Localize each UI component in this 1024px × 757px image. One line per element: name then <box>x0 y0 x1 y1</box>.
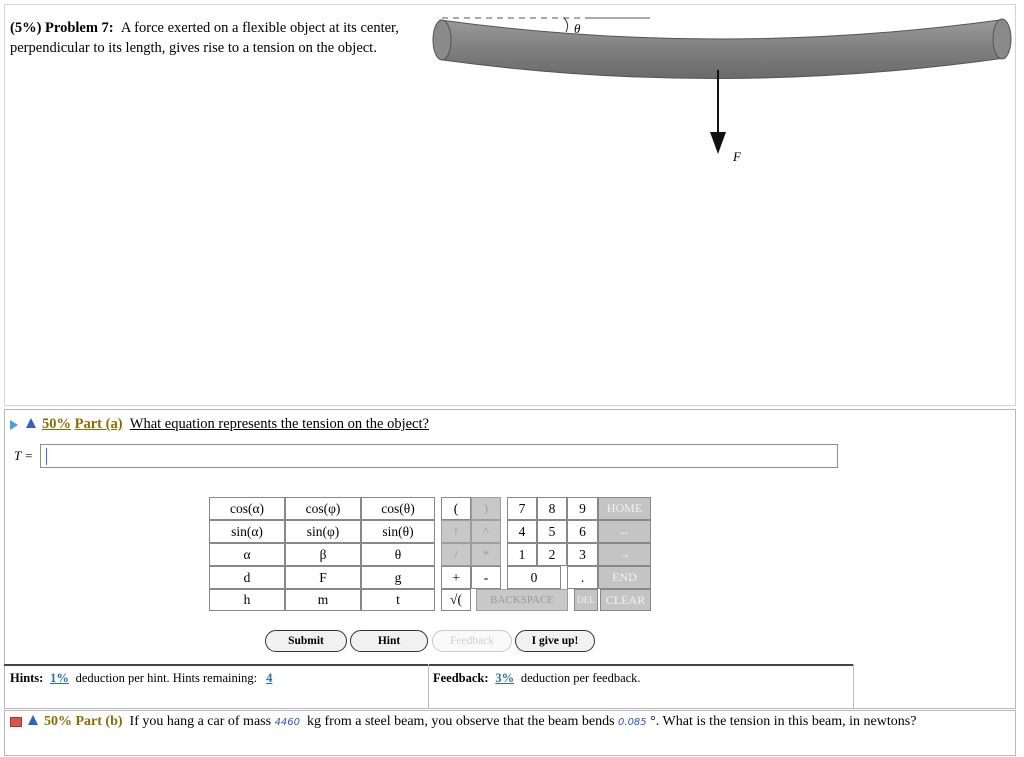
part-b-text2: kg from a steel beam, you observe that the beam bends <box>307 714 615 729</box>
key-end[interactable]: END <box>598 566 651 589</box>
problem-statement <box>10 18 420 58</box>
key-1[interactable]: 1 <box>507 543 537 566</box>
collapsed-part-icon[interactable] <box>10 717 22 727</box>
key-f[interactable]: F <box>285 566 361 589</box>
key-right-arrow[interactable]: → <box>598 543 651 566</box>
key-backspace[interactable]: BACKSPACE <box>476 589 568 611</box>
force-label: F <box>733 149 741 164</box>
part-a-question: What equation represents the tension on the object? <box>129 416 429 432</box>
key-clear[interactable]: CLEAR <box>600 589 651 611</box>
answer-label: T = <box>14 448 34 463</box>
key-9[interactable]: 9 <box>567 497 598 520</box>
hints-percent: 1% <box>50 671 69 685</box>
hint-button[interactable]: Hint <box>350 630 428 652</box>
feedback-label: Feedback: <box>433 671 489 685</box>
part-b-text3: °. What is the tension in this beam, in newtons? <box>650 714 917 729</box>
key-0[interactable]: 0 <box>507 566 561 589</box>
part-a-header <box>10 415 429 433</box>
key-3[interactable]: 3 <box>567 543 598 566</box>
key-sin-phi[interactable]: sin(φ) <box>285 520 361 543</box>
key-g[interactable]: g <box>361 566 435 589</box>
answer-input[interactable] <box>40 444 838 468</box>
key-beta[interactable]: β <box>285 543 361 566</box>
key-power[interactable]: ^ <box>471 520 501 543</box>
part-b-angle: 0.085 <box>618 717 647 728</box>
angle-arc <box>564 18 568 32</box>
hints-label: Hints: <box>10 671 44 685</box>
key-7[interactable]: 7 <box>507 497 537 520</box>
theta-label: θ <box>574 21 581 36</box>
key-sqrt[interactable]: √( <box>441 589 471 611</box>
key-cos-alpha[interactable]: cos(α) <box>209 497 285 520</box>
key-left-arrow[interactable]: ← <box>598 520 651 543</box>
key-m[interactable]: m <box>285 589 361 611</box>
key-cos-theta[interactable]: cos(θ) <box>361 497 435 520</box>
part-b-question <box>10 712 1000 733</box>
key-plus[interactable]: + <box>441 566 471 589</box>
key-del[interactable]: DEL <box>574 589 598 611</box>
key-up-arrow[interactable]: ↑ <box>441 520 471 543</box>
key-6[interactable]: 6 <box>567 520 598 543</box>
part-b-percent: 50% <box>44 714 72 729</box>
part-a-label: Part (a) <box>74 416 123 432</box>
key-4[interactable]: 4 <box>507 520 537 543</box>
beam-left-end <box>433 20 451 60</box>
key-cos-phi[interactable]: cos(φ) <box>285 497 361 520</box>
key-divide[interactable]: / <box>441 543 471 566</box>
hints-remaining: 4 <box>266 671 273 685</box>
beam-right-end <box>993 19 1011 59</box>
key-decimal[interactable]: . <box>567 566 598 589</box>
key-d[interactable]: d <box>209 566 285 589</box>
row-divider-right <box>853 664 854 708</box>
warning-icon-b <box>28 715 38 725</box>
problem-text: A force exerted on a flexible object at its center, perpendicular to its length, gives rise to a tension on the object. <box>10 20 399 56</box>
key-alpha[interactable]: α <box>209 543 285 566</box>
key-h[interactable]: h <box>209 589 285 611</box>
key-multiply[interactable]: * <box>471 543 501 566</box>
part-b-label: Part (b) <box>75 714 123 729</box>
key-open-paren[interactable]: ( <box>441 497 471 520</box>
expand-triangle-icon[interactable] <box>10 420 18 430</box>
part-b-text1: If you hang a car of mass <box>129 714 272 729</box>
key-8[interactable]: 8 <box>537 497 567 520</box>
key-close-paren[interactable]: ) <box>471 497 501 520</box>
force-arrow-icon <box>710 132 726 154</box>
text-cursor <box>46 448 47 465</box>
beam-body <box>440 20 1005 79</box>
problem-percent: (5%) <box>10 20 42 36</box>
key-2[interactable]: 2 <box>537 543 567 566</box>
key-theta[interactable]: θ <box>361 543 435 566</box>
key-5[interactable]: 5 <box>537 520 567 543</box>
warning-icon <box>26 418 36 428</box>
part-b-mass: 4460 <box>274 717 301 728</box>
key-sin-alpha[interactable]: sin(α) <box>209 520 285 543</box>
key-sin-theta[interactable]: sin(θ) <box>361 520 435 543</box>
part-a-percent: 50% <box>42 416 71 432</box>
hints-text: deduction per hint. Hints remaining: <box>75 671 258 685</box>
feedback-info <box>433 671 641 686</box>
feedback-button[interactable]: Feedback <box>432 630 512 652</box>
beam-figure <box>430 8 1020 178</box>
key-minus[interactable]: - <box>471 566 501 589</box>
give-up-button[interactable]: I give up! <box>515 630 595 652</box>
feedback-percent: 3% <box>495 671 515 685</box>
problem-label: Problem 7: <box>45 20 114 36</box>
submit-button[interactable]: Submit <box>265 630 347 652</box>
key-home[interactable]: HOME <box>598 497 651 520</box>
hints-info <box>10 671 278 686</box>
feedback-text: deduction per feedback. <box>520 671 641 685</box>
key-t[interactable]: t <box>361 589 435 611</box>
row-divider <box>428 664 429 708</box>
